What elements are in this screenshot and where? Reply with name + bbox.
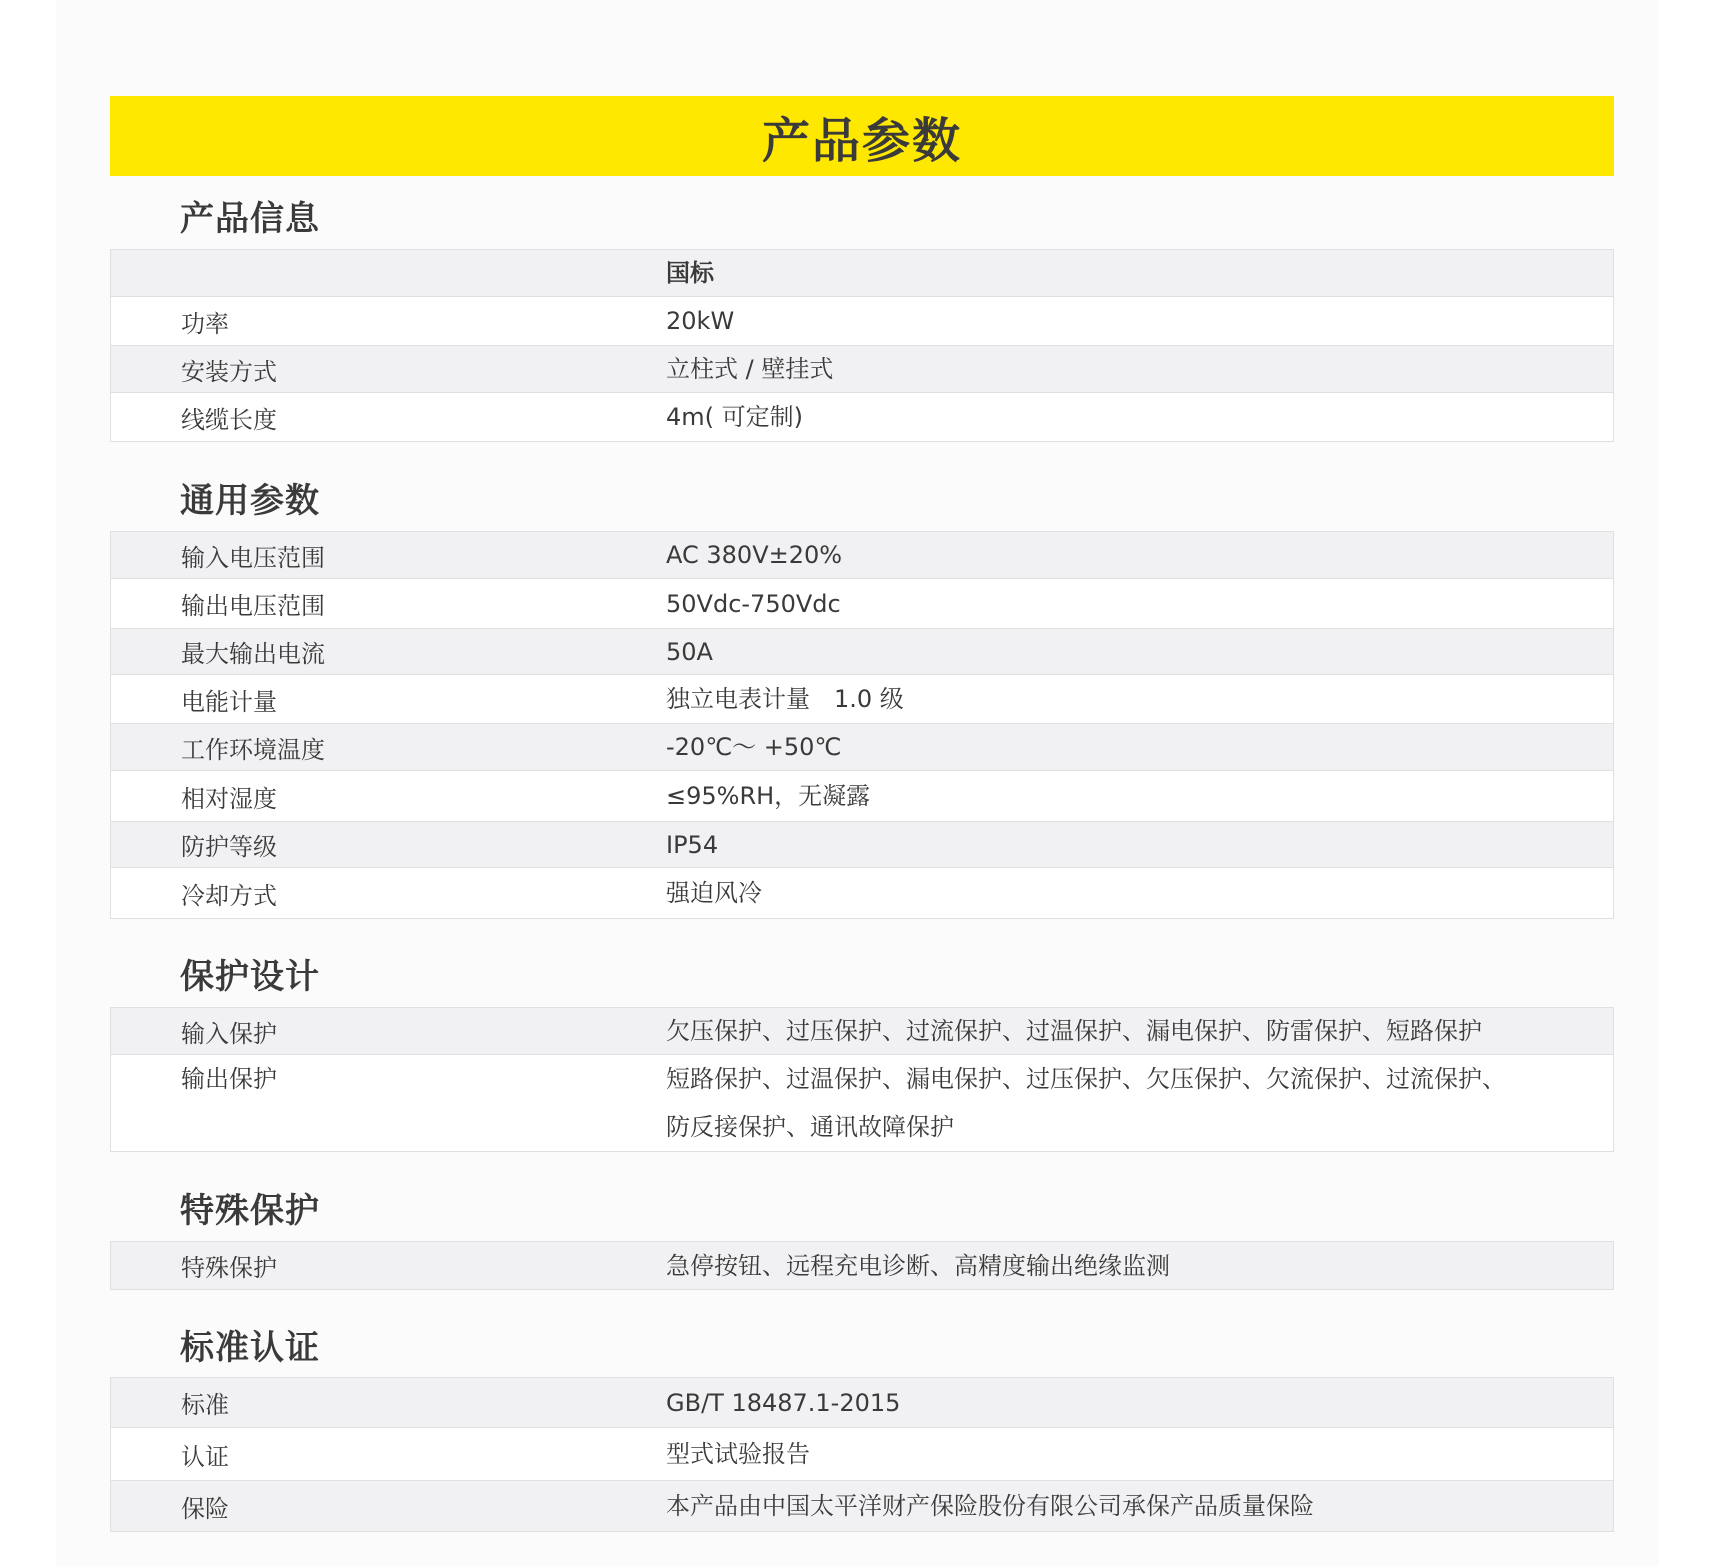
row-label: 输出保护 xyxy=(181,1065,277,1093)
row-value-line-2: 防反接保护、通讯故障保护 xyxy=(666,1113,954,1141)
table-row xyxy=(111,1242,1613,1289)
section-title-general: 通用参数 xyxy=(180,481,320,521)
table-row xyxy=(111,868,1613,918)
row-value: ≤95%RH，无凝露 xyxy=(666,782,871,810)
table-row xyxy=(111,297,1613,346)
table-row xyxy=(111,1428,1613,1481)
row-value: 50A xyxy=(666,637,713,666)
table-row xyxy=(111,532,1613,579)
general-table xyxy=(110,531,1614,919)
row-label: 认证 xyxy=(181,1442,229,1471)
section-title-info: 产品信息 xyxy=(180,199,320,239)
table-header-row xyxy=(111,250,1613,297)
row-value: 50Vdc-750Vdc xyxy=(666,589,841,618)
row-label: 输入保护 xyxy=(181,1019,277,1048)
special-table xyxy=(110,1241,1614,1290)
row-value: 4m( 可定制) xyxy=(666,403,804,431)
row-label: 防护等级 xyxy=(181,833,277,861)
row-value: -20℃～ +50℃ xyxy=(666,733,842,761)
row-label: 功率 xyxy=(181,309,229,338)
section-title-standards: 标准认证 xyxy=(180,1328,320,1368)
row-value: 20kW xyxy=(666,307,735,335)
section-title-protection: 保护设计 xyxy=(180,957,320,997)
standards-table xyxy=(110,1377,1614,1532)
row-label: 输出电压范围 xyxy=(181,592,325,620)
table-row xyxy=(111,629,1613,675)
info-table xyxy=(110,249,1614,442)
row-value: 急停按钮、远程充电诊断、高精度输出绝缘监测 xyxy=(666,1251,1170,1280)
row-value: 独立电表计量 1.0 级 xyxy=(666,685,904,713)
row-label: 冷却方式 xyxy=(181,881,277,910)
row-label: 安装方式 xyxy=(181,357,277,386)
protection-table xyxy=(110,1007,1614,1152)
row-label: 工作环境温度 xyxy=(181,735,325,764)
row-value: 型式试验报告 xyxy=(666,1440,810,1468)
row-value-line-1: 短路保护、过温保护、漏电保护、过压保护、欠压保护、欠流保护、过流保护、 xyxy=(666,1065,1506,1093)
row-value-multiline xyxy=(666,1055,1613,1151)
table-row xyxy=(111,579,1613,629)
page-title-banner xyxy=(110,96,1614,176)
row-label: 标准 xyxy=(181,1391,229,1419)
row-label: 相对湿度 xyxy=(181,784,277,813)
page-panel xyxy=(56,0,1659,1566)
row-label: 输入电压范围 xyxy=(181,543,325,572)
row-value: GB/T 18487.1-2015 xyxy=(666,1388,901,1417)
row-value: AC 380V±20% xyxy=(666,541,843,569)
table-row xyxy=(111,346,1613,393)
row-value: 本产品由中国太平洋财产保险股份有限公司承保产品质量保险 xyxy=(666,1492,1314,1520)
table-row xyxy=(111,1378,1613,1428)
section-title-special: 特殊保护 xyxy=(180,1191,320,1231)
row-label: 线缆长度 xyxy=(181,405,277,434)
table-row xyxy=(111,393,1613,441)
row-label: 保险 xyxy=(181,1494,229,1523)
row-value: 立柱式 / 壁挂式 xyxy=(666,355,834,383)
row-label: 电能计量 xyxy=(181,687,277,716)
table-row xyxy=(111,1055,1613,1151)
row-label: 特殊保护 xyxy=(181,1254,277,1282)
row-value: 强迫风冷 xyxy=(666,879,762,907)
table-row xyxy=(111,1481,1613,1531)
page-title: 产品参数 xyxy=(761,112,962,169)
table-row xyxy=(111,675,1613,724)
table-row xyxy=(111,822,1613,868)
row-value: 欠压保护、过压保护、过流保护、过温保护、漏电保护、防雷保护、短路保护 xyxy=(666,1017,1482,1045)
row-label: 最大输出电流 xyxy=(181,640,325,668)
table-row xyxy=(111,1008,1613,1055)
table-row xyxy=(111,771,1613,822)
row-value: IP54 xyxy=(666,830,719,859)
header-value: 国标 xyxy=(666,259,714,287)
table-row xyxy=(111,724,1613,771)
